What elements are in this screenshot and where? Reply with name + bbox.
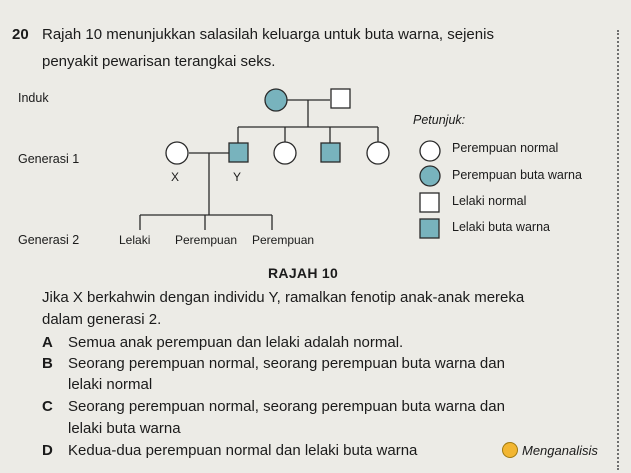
label-perempuan-2: Perempuan: [252, 233, 315, 247]
legend-symbol-male-normal: [420, 193, 439, 212]
option-b-text-line1[interactable]: Seorang perempuan normal, seorang perempuan buta warna dan: [68, 355, 505, 372]
option-d-text[interactable]: Kedua-dua perempuan normal dan lelaki buta warna: [68, 442, 418, 459]
skill-badge: [502, 442, 598, 458]
option-b-text-line2[interactable]: lelaki normal: [68, 376, 153, 393]
label-x: X: [171, 170, 180, 184]
gen1-male-y: [229, 143, 248, 162]
legend-symbol-female-normal: [420, 141, 440, 161]
option-c-text-line2[interactable]: lelaki buta warna: [68, 420, 181, 437]
gen1-female-normal: [274, 142, 296, 164]
gen1-female-x: [166, 142, 188, 164]
label-lelaki: Lelaki: [119, 233, 151, 247]
option-c-text-line1[interactable]: Seorang perempuan normal, seorang perempuan buta warna dan: [68, 398, 505, 415]
legend-label-female-normal: Perempuan normal: [452, 141, 559, 155]
legend-label-male-normal: Lelaki normal: [452, 194, 527, 208]
legend-label-female-affected: Perempuan buta warna: [452, 168, 582, 182]
row-label-induk: Induk: [18, 91, 49, 105]
figure-title: RAJAH 10: [268, 265, 339, 281]
prompt-line1: Jika X berkahwin dengan individu Y, ramalkan fenotip anak-anak mereka: [42, 289, 525, 306]
option-b-letter[interactable]: B: [42, 355, 53, 372]
option-a-letter[interactable]: A: [42, 334, 53, 351]
question-number: 20: [12, 26, 29, 43]
skill-badge-label: Menganalisis: [522, 442, 598, 458]
legend-title: Petunjuk:: [413, 113, 466, 127]
question-stem-line2: penyakit pewarisan terangkai seks.: [42, 53, 276, 70]
option-d-letter[interactable]: D: [42, 442, 53, 459]
legend-symbol-female-affected: [420, 166, 440, 186]
margin-divider: [617, 30, 621, 470]
option-a-text[interactable]: Semua anak perempuan dan lelaki adalah normal.: [68, 334, 404, 351]
label-y: Y: [233, 170, 242, 184]
question-stem-line1: Rajah 10 menunjukkan salasilah keluarga untuk buta warna, sejenis: [42, 26, 494, 43]
prompt-line2: dalam generasi 2.: [42, 311, 162, 328]
induk-male-normal: [331, 89, 350, 108]
row-label-generasi2: Generasi 2: [18, 233, 80, 247]
gen1-male-affected: [321, 143, 340, 162]
label-perempuan-1: Perempuan: [175, 233, 238, 247]
legend-symbol-male-affected: [420, 219, 439, 238]
option-c-letter[interactable]: C: [42, 398, 53, 415]
row-label-generasi1: Generasi 1: [18, 152, 80, 166]
induk-female-affected: [265, 89, 287, 111]
legend-label-male-affected: Lelaki buta warna: [452, 220, 550, 234]
gen1-female-normal-2: [367, 142, 389, 164]
lightbulb-icon: [502, 442, 518, 458]
